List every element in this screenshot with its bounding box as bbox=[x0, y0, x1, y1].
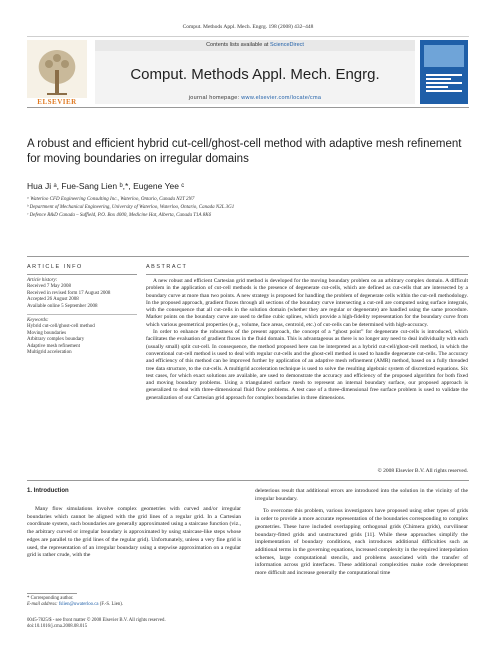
abstract-rule bbox=[146, 274, 468, 275]
journal-cover-image bbox=[420, 40, 468, 104]
header-rule bbox=[27, 107, 469, 108]
history-item: Accepted 26 August 2008 bbox=[27, 297, 79, 303]
body-left-column bbox=[27, 506, 241, 560]
keyword-item: Moving boundaries bbox=[27, 330, 67, 336]
journal-homepage bbox=[95, 95, 415, 101]
email-link[interactable]: fslien@uwaterloo.ca bbox=[58, 602, 99, 608]
homepage-url-link[interactable]: www.elsevier.com/locate/cma bbox=[241, 95, 322, 101]
corresponding-author: * Corresponding author. bbox=[27, 596, 74, 601]
homepage-prefix: journal homepage: bbox=[188, 95, 242, 101]
body-right-column bbox=[255, 488, 468, 578]
history-item: Received 7 May 2008 bbox=[27, 284, 72, 290]
history-label: Article history: bbox=[27, 278, 58, 283]
affiliation-c: ᶜ Defence R&D Canada – Suffield, P.O. Box 4000, Medicine Hat, Alberta, Canada T1A 8K6 bbox=[27, 213, 212, 218]
keyword-item: Multigrid acceleration bbox=[27, 350, 72, 356]
keyword-item: Arbitrary complex boundary bbox=[27, 337, 85, 343]
keyword-item: Adaptive mesh refinement bbox=[27, 343, 81, 349]
affiliation-b: ᵇ Department of Mechanical Engineering, University of Waterloo, Waterloo, Ontario, Canada N2L 3G1 bbox=[27, 205, 235, 210]
section-rule bbox=[27, 256, 469, 257]
abstract-paragraph: In order to enhance the robustness of the present approach, the concept of a “ghost point” for degenerate cut-cells is introduced, which facilitates the evaluation of gradient fluxes in the fluid domain. This is advantageous as there is no longer any need to deal individually with each (usually small) split cut-cell. In consequence, the method proposed here can be interpreted as a hybrid cut-cell/ghost-cell method, in which the conventional cut-cell method is used to deal with regular cut-cells and the ghost-cell method is used to handle degenerate cut-cells. The accuracy and efficiency of this method can be improved further by application of an adaptive mesh refinement (AMR) method, based on a fully threaded tree data structure, to the cut-cells. A multigrid acceleration technique is used to solve the resulting algebraic system of discretized equations. Six test cases, for which exact solutions are available, are used to demonstrate the accuracy and efficiency of the proposed algorithm for both fixed and moving boundary problems. Using a triangulated surface mesh to represent an internal boundary surface, our proposed approach is generalized to deal with three-dimensional fluid flow problems. A test case of a three-dimensional free surface problem is used to validate the generalization of our Cartesian grid approach for complex boundaries in three dimensions. bbox=[146, 329, 468, 401]
contents-prefix: Contents lists available at bbox=[206, 42, 270, 48]
abstract-heading: ABSTRACT bbox=[146, 264, 188, 270]
article-info-heading: ARTICLE INFO bbox=[27, 264, 83, 270]
issn-line: 0045-7825/$ - see front matter © 2008 Elsevier B.V. All rights reserved. bbox=[27, 618, 166, 623]
email-line bbox=[27, 602, 241, 608]
affiliation-a: ᵃ Waterloo CFD Engineering Consulting Inc., Waterloo, Ontario, Canada N2T 2N7 bbox=[27, 197, 195, 202]
elsevier-tree-logo-icon bbox=[27, 40, 87, 100]
copyright-line: © 2008 Elsevier B.V. All rights reserved. bbox=[377, 468, 468, 474]
article-info-column bbox=[27, 278, 137, 356]
article-title: A robust and efficient hybrid cut-cell/ghost-cell method with adaptive mesh refinement for moving boundaries on irregular domains bbox=[27, 138, 462, 165]
journal-title: Comput. Methods Appl. Mech. Engrg. bbox=[130, 66, 380, 83]
abstract-text bbox=[146, 278, 468, 402]
footnote bbox=[27, 596, 241, 609]
article-info-rule bbox=[27, 274, 137, 275]
cover-text-lines bbox=[426, 72, 462, 94]
history-item: Received in revised form 17 August 2008 bbox=[27, 290, 111, 296]
doi-line[interactable]: doi:10.1016/j.cma.2008.08.015 bbox=[27, 624, 88, 630]
body-paragraph: Many flow simulations involve complex geometries with curved and/or irregular boundaries which cannot be aligned with the grid lines of a regular grid. In a Cartesian coordinate system, such boundaries are generally approximated using a staircase function (viz., the arbitrary curved or irregular boundary is approximated by using staircase-like steps whose edges are parallel to the grid lines of the regular grid). Unfortunately, unless a very fine grid is used, the representation of an irregular boundary using a stepwise approximation on a regular grid is rather crude, with the bbox=[27, 506, 241, 559]
contents-bar bbox=[95, 40, 415, 51]
cover-graphic bbox=[424, 45, 464, 67]
abstract-paragraph: A new robust and efficient Cartesian grid method is developed for the moving boundary problem on an arbitrary complex domain. A difficult problem in the application of cut-cell methods is the presence of degenerate cut-cells, which are defined as cut-cells that are intersected by a boundary curve at more than two points. A new strategy is proposed for handling the problem of degenerate cells within the cut-cell methodology. In the proposed approach, gradient fluxes through all sections of the boundary curve intersecting a cut-cell are computed using surface integrals, with the consequence that all cut-cells in the solution domain (whether they are regular or degenerate) are handled using the same procedure. Marker points on the boundary curve are used to define cubic splines, which provide a high-fidelity representation for the boundary curve from which various geometrical properties (e.g., volume, face areas, centroid, etc.) of cut-cells can be determined with high-accuracy. bbox=[146, 278, 468, 328]
history-item: Available online 5 September 2008 bbox=[27, 303, 98, 309]
body-paragraph: deleterious result that additional errors are introduced into the solution in the vicinity of the irregular boundary. bbox=[255, 488, 468, 502]
email-prefix: E-mail address: bbox=[27, 602, 59, 608]
sciencedirect-link[interactable]: ScienceDirect bbox=[269, 42, 304, 48]
introduction-heading: 1. Introduction bbox=[27, 488, 69, 494]
abstract-end-rule bbox=[27, 480, 469, 481]
info-divider bbox=[27, 314, 137, 315]
article-authors: Hua Ji ᵃ, Fue-Sang Lien ᵇ,*, Eugene Yee ᶜ bbox=[27, 181, 185, 191]
body-paragraph: To overcome this problem, various investigators have proposed using other types of grids in order to provide a more accurate representation of the boundaries corresponding to complex geometries. These have included overlapping orthogonal grids (Chimera grids), curvilinear boundary-fitted grids and unstructured grids [11]. While these approaches simplify the implementation of boundary conditions, each introduces additional difficulties such as additional terms in the governing equations, increased complexity in the required interpolation schemes, large computational stencils, and problems associated with the transfer of information across grid interfaces. These additional complexities make code development more difficult and increase generally the computational time bbox=[255, 508, 468, 577]
email-suffix: (F.-S. Lien). bbox=[98, 602, 124, 608]
publisher-name: ELSEVIER bbox=[37, 98, 77, 106]
running-head: Comput. Methods Appl. Mech. Engrg. 198 (2008) 432–448 bbox=[182, 24, 314, 30]
keywords-label: Keywords: bbox=[27, 318, 49, 324]
keyword-item: Hybrid cut-cell/ghost-cell method bbox=[27, 324, 95, 330]
footnote-rule bbox=[27, 593, 77, 594]
issn-block bbox=[27, 618, 241, 631]
